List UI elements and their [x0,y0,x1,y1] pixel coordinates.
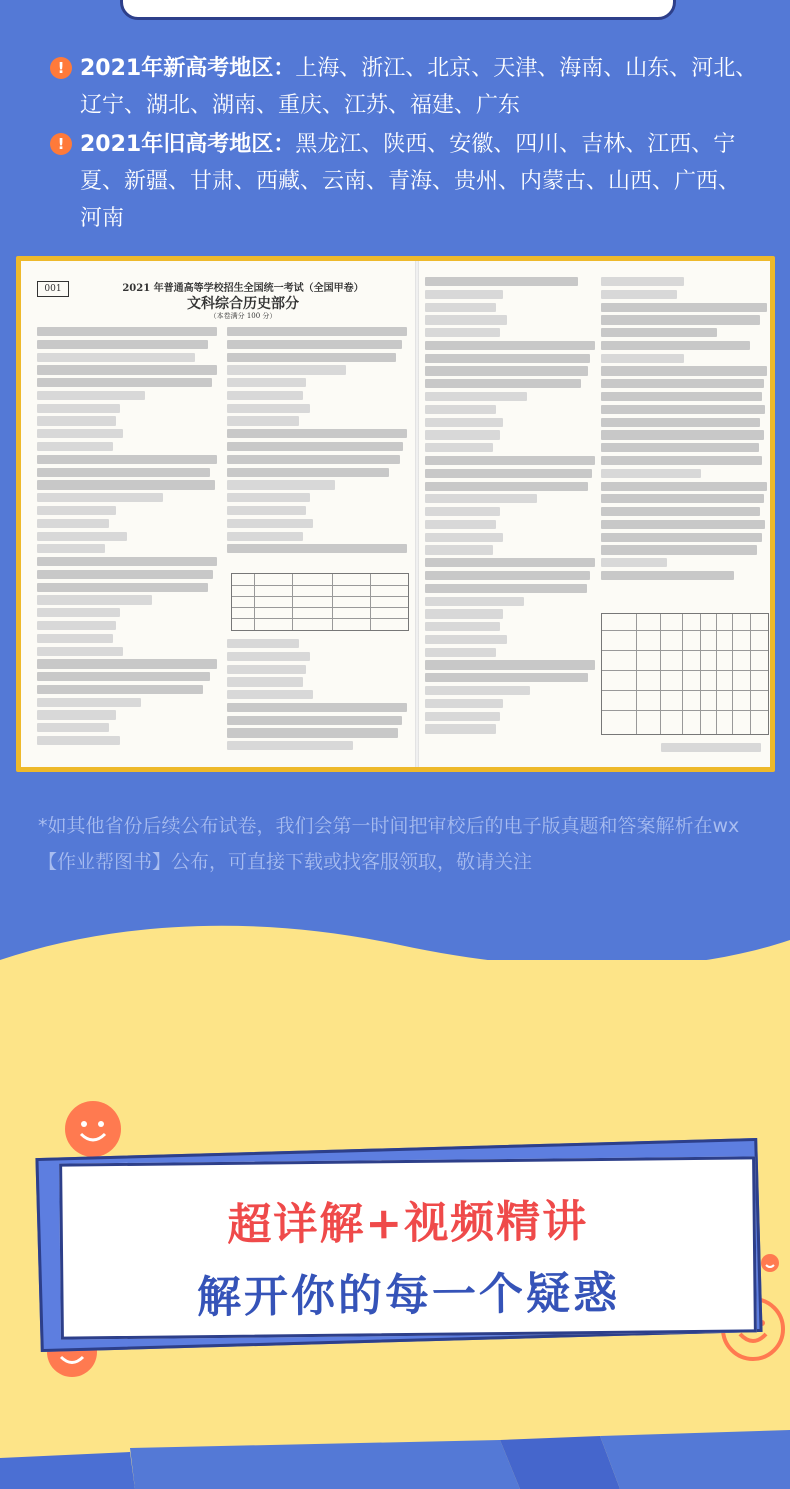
top-tab-decoration [120,0,676,20]
exclamation-icon: ! [50,133,72,155]
smiley-icon [64,1100,122,1158]
bottom-decoration [0,1430,790,1489]
section-wave [0,905,790,1025]
exam-scan-frame [16,256,775,772]
exam-title: 2021 年普通高等学校招生全国统一考试（全国甲卷） [122,283,364,294]
region-item-new [50,50,760,124]
exam-column-2b [227,639,407,754]
exam-subtitle: 文科综合历史部分 [187,296,299,312]
region-places: 上海、浙江、北京、天津、海南、山东、河北、辽宁、湖北、湖南、重庆、江苏、福建、广东 [80,56,758,118]
exam-tag: 001 [37,281,69,297]
notice-text: *如其他省份后续公布试卷，我们会第一时间把审校后的电子版真题和答案解析在wx【作业帮图书】公布，可直接下载或找客服领取，敬请关注 [38,815,740,873]
exam-column-1 [37,327,217,749]
smiley-small-icon [760,1253,780,1273]
exam-table-2 [601,613,769,735]
exam-scan-image [21,261,770,767]
page-spine [415,261,419,767]
exam-source-line [661,743,761,756]
banner-headline: 超详解+视频精讲 [227,1196,589,1251]
exam-score-note: （本卷满分 100 分） [209,312,277,320]
feature-banner [59,1156,757,1339]
exam-column-4 [601,277,767,584]
exclamation-icon: ! [50,57,72,79]
region-label: 2021年旧高考地区： [80,132,296,157]
region-item-old [50,126,760,237]
region-label: 2021年新高考地区： [80,56,296,81]
banner-subheadline: 解开你的每一个疑惑 [196,1267,621,1324]
region-list [50,50,760,239]
exam-column-3 [425,277,595,737]
exam-column-2 [227,327,407,557]
exam-table-1 [231,573,409,631]
region-places: 黑龙江、陕西、安徽、四川、吉林、江西、宁夏、新疆、甘肃、西藏、云南、青海、贵州、内蒙古、山西、广西、河南 [80,132,741,231]
